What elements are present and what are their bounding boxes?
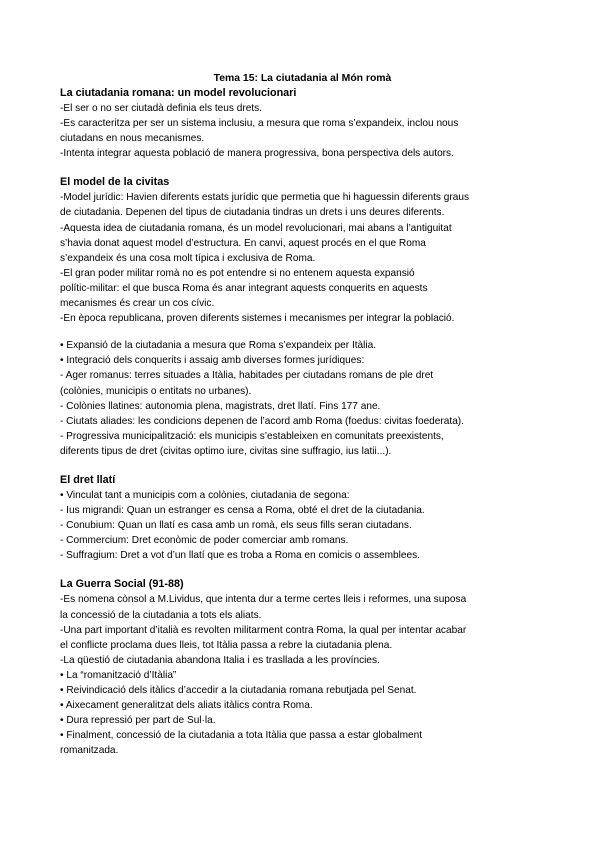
bullet-line: - Progressiva municipalització: els municipis s’estableixen en comunitats preexistents, <box>60 430 444 442</box>
text-line: la concessió de la ciutadania a tots els aliats. <box>60 609 262 621</box>
bullet-line: • Aixecament generalitzat dels aliats itàlics contra Roma. <box>60 700 313 712</box>
bullet-line: - Conubium: Quan un llatí es casa amb un romà, els seus fills seran ciutadans. <box>60 520 412 532</box>
text-line: -El ser o no ser ciutadà definia els teus drets. <box>60 103 262 114</box>
bullet-line: • Expansió de la ciutadania a mesura que Roma s’expandeix per Itàlia. <box>60 340 377 352</box>
section-heading: La Guerra Social (91-88) <box>60 578 184 591</box>
text-line: s’expandeix és una cosa molt típica i exclusiva de Roma. <box>60 252 316 264</box>
text-line: -La qüestió de ciutadania abandona Italia i es trasllada a les províncies. <box>60 654 380 666</box>
bullet-line: - Ciutats aliades: les condicions depenen de l’acord amb Roma (foedus: civitas foederata). <box>60 415 464 427</box>
spacer <box>60 563 545 577</box>
text-line: -Una part important d’italià es revolten militarment contra Roma, la qual per intentar acabar <box>60 624 467 636</box>
text-line: -Aquesta idea de ciutadania romana, és un model revolucionari, mai abans a l’antiguitat <box>60 222 452 234</box>
document-title: Tema 15: La ciutadania al Món romà <box>213 73 392 84</box>
text-line: -Model jurídic: Havien diferents estats jurídic que permetia que hi haguessin diferents graus <box>60 192 470 204</box>
spacer <box>60 459 545 473</box>
bullet-line: • La “romanització d’Itàlia” <box>60 669 177 681</box>
text-line: -El gran poder militar romà no es pot entendre si no entenem aquesta expansió <box>60 267 415 279</box>
bullet-line: - Commercium: Dret econòmic de poder comerciar amb romans. <box>60 535 349 547</box>
spacer <box>60 161 545 175</box>
bullet-line: - Colònies llatines: autonomia plena, magistrats, dret llatí. Fins 177 ane. <box>60 400 381 412</box>
text-line: mecanismes és crear un cos cívic. <box>60 298 215 310</box>
text-line: -Intenta integrar aquesta població de manera progressiva, bona perspectiva dels autors. <box>60 148 454 160</box>
bullet-line: (colònies, municipis o entitats no urbanes). <box>60 385 252 397</box>
document-page <box>60 71 545 758</box>
section-heading: El dret llatí <box>60 473 116 486</box>
bullet-line: - Ager romanus: terres situades a Itàlia, habitades per ciutadans romans de ple dret <box>60 370 434 382</box>
text-line: de ciutadania. Depenen del tipus de ciutadania tindras un drets i uns deures diferents. <box>60 207 445 219</box>
text-line: polític-militar: el que busca Roma és anar integrant aquests conquerits en aquests <box>60 282 428 294</box>
text-line: -Es caracteritza per ser un sistema inclusiu, a mesura que roma s’expandeix, inclou nous <box>60 118 459 130</box>
bullet-line: romanitzada. <box>60 745 119 757</box>
bullet-line: • Vinculat tant a municipis com a colònies, ciutadania de segona: <box>60 489 350 501</box>
bullet-line: • Finalment, concessió de la ciutadania a tota Itàlia que passa a estar globalment <box>60 730 423 742</box>
bullet-line: - Ius migrandi: Quan un estranger es censa a Roma, obté el dret de la ciutadania. <box>60 505 425 517</box>
bullet-line: diferents tipus de dret (civitas optimo iure, civitas sine suffragio, ius latii...). <box>60 445 392 457</box>
section-heading: La ciutadania romana: un model revolucionari <box>60 87 297 99</box>
text-line: ciutadans en nous mecanismes. <box>60 133 205 145</box>
text-line: s’havia donat aquest model d’estructura. En canvi, aquest procés en el que Roma <box>60 237 426 249</box>
bullet-line: • Integració dels conquerits i assaig amb diverses formes jurídiques: <box>60 355 365 367</box>
section-heading: El model de la civitas <box>60 176 170 189</box>
bullet-line: - Suffragium: Dret a vot d’un llatí que es troba a Roma en comicis o assemblees. <box>60 550 420 562</box>
text-line: -En època republicana, proven diferents sistemes i mecanismes per integrar la població. <box>60 313 455 325</box>
text-line: el conflicte proclama dues lleis, tot Itàlia passa a rebre la ciutadania plena. <box>60 639 393 651</box>
spacer <box>60 326 545 338</box>
bullet-line: • Reivindicació dels itàlics d’accedir a la ciutadania romana rebutjada pel Senat. <box>60 685 417 696</box>
text-line: -Es nomena cònsol a M.Lividus, que intenta dur a terme certes lleis i reformes, una suposa <box>60 594 467 606</box>
bullet-line: • Dura repressió per part de Sul·la. <box>60 715 216 727</box>
